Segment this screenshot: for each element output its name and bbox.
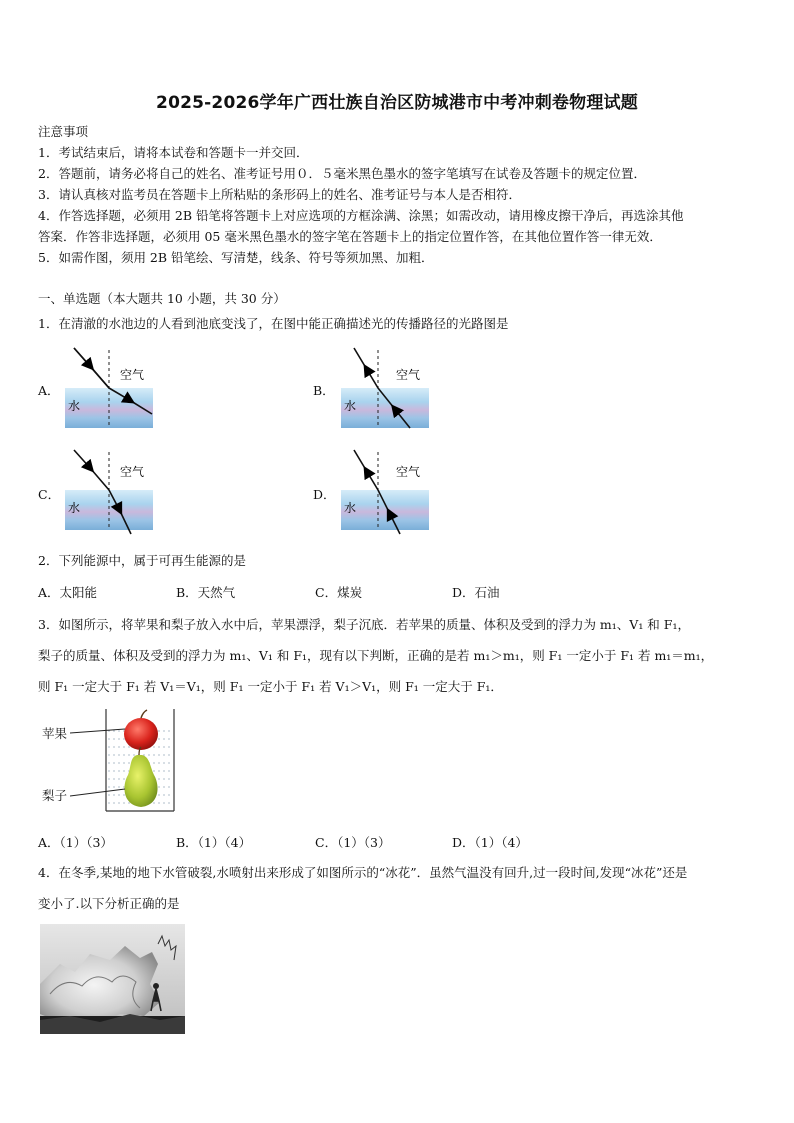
ice-flower-photo: [40, 924, 185, 1034]
notice-item-5: 5．如需作图，须用 2B 铅笔绘、写清楚，线条、符号等须加黑、加粗．: [38, 250, 434, 265]
q1-option-c-label: C．: [38, 487, 61, 502]
question-3-line-3: 则 F₁ 一定大于 F₁ 若 V₁＝V₁，则 F₁ 一定小于 F₁ 若 V₁＞V₁，则 F₁ 一定大于 F₁．: [38, 679, 503, 694]
question-3-line-1: 3．如图所示，将苹果和梨子放入水中后，苹果漂浮，梨子沉底．若苹果的质量、体积及受到的浮力为 m₁、V₁ 和 F₁，: [38, 617, 690, 632]
question-2-stem: 2．下列能源中，属于可再生能源的是: [38, 553, 246, 568]
notice-item-1: 1．考试结束后，请将本试卷和答题卡一并交回．: [38, 145, 309, 160]
q1-diagram-b: [338, 346, 438, 430]
q1-option-a-label: A．: [38, 383, 60, 398]
q1-a-water-label: 水: [68, 399, 81, 413]
q1-c-air-label: 空气: [120, 465, 145, 479]
section-heading: 一、单选题（本大题共 10 小题，共 30 分）: [38, 291, 286, 306]
q1-option-b-label: B．: [313, 383, 335, 398]
q1-b-water-label: 水: [344, 399, 357, 413]
apple-pear-beaker-figure: [70, 705, 180, 815]
pear-label: 梨子: [42, 788, 68, 803]
notice-item-3: 3．请认真核对监考员在答题卡上所粘贴的条形码上的姓名、准考证号与本人是否相符．: [38, 187, 521, 202]
apple-label: 苹果: [42, 726, 68, 741]
q3-option-b: B．（1）（4）: [176, 835, 252, 850]
q1-b-air-label: 空气: [396, 368, 421, 382]
q1-c-water-label: 水: [68, 501, 81, 515]
q1-d-air-label: 空气: [396, 465, 421, 479]
question-4-line-1: 4．在冬季,某地的地下水管破裂,水喷射出来形成了如图所示的“冰花”．虽然气温没有回升,过一段时间,发现“冰花”还是: [38, 865, 688, 880]
notice-item-4-cont: 答案．作答非选择题，必须用 05 毫米黑色墨水的签字笔在答题卡上的指定位置作答，在其他位置作答一律无效．: [38, 229, 662, 244]
q2-option-b: B．天然气: [176, 585, 236, 600]
page-title: 2025-2026学年广西壮族自治区防城港市中考冲刺卷物理试题: [156, 93, 638, 113]
q1-diagram-c: [62, 448, 162, 536]
q2-option-a: A．太阳能: [38, 585, 98, 600]
q1-option-d-label: D．: [313, 487, 336, 502]
q1-a-air-label: 空气: [120, 368, 145, 382]
q2-option-c: C．煤炭: [315, 585, 363, 600]
q3-option-c: C．（1）（3）: [315, 835, 391, 850]
notice-heading: 注意事项: [38, 124, 89, 139]
q1-diagram-d: [338, 448, 438, 536]
question-3-line-2: 梨子的质量、体积及受到的浮力为 m₁、V₁ 和 F₁，现有以下判断，正确的是若 m₁＞m₁，则 F₁ 一定小于 F₁ 若 m₁＝m₁，: [38, 648, 714, 663]
notice-item-4: 4．作答选择题，必须用 2B 铅笔将答题卡上对应选项的方框涂满、涂黑；如需改动，请用橡皮擦干净后，再选涂其他: [38, 208, 684, 223]
q1-diagram-a: [62, 346, 162, 430]
q2-option-d: D．石油: [452, 585, 500, 600]
q3-option-a: A．（1）（3）: [38, 835, 113, 850]
question-1-stem: 1．在清澈的水池边的人看到池底变浅了，在图中能正确描述光的传播路径的光路图是: [38, 316, 509, 331]
notice-item-2: 2．答题前，请务必将自己的姓名、准考证号用０．５毫米黑色墨水的签字笔填写在试卷及答题卡的规定位置．: [38, 166, 646, 181]
q3-option-d: D．（1）（4）: [452, 835, 528, 850]
question-4-line-2: 变小了.以下分析正确的是: [38, 896, 180, 911]
q1-d-water-label: 水: [344, 501, 357, 515]
